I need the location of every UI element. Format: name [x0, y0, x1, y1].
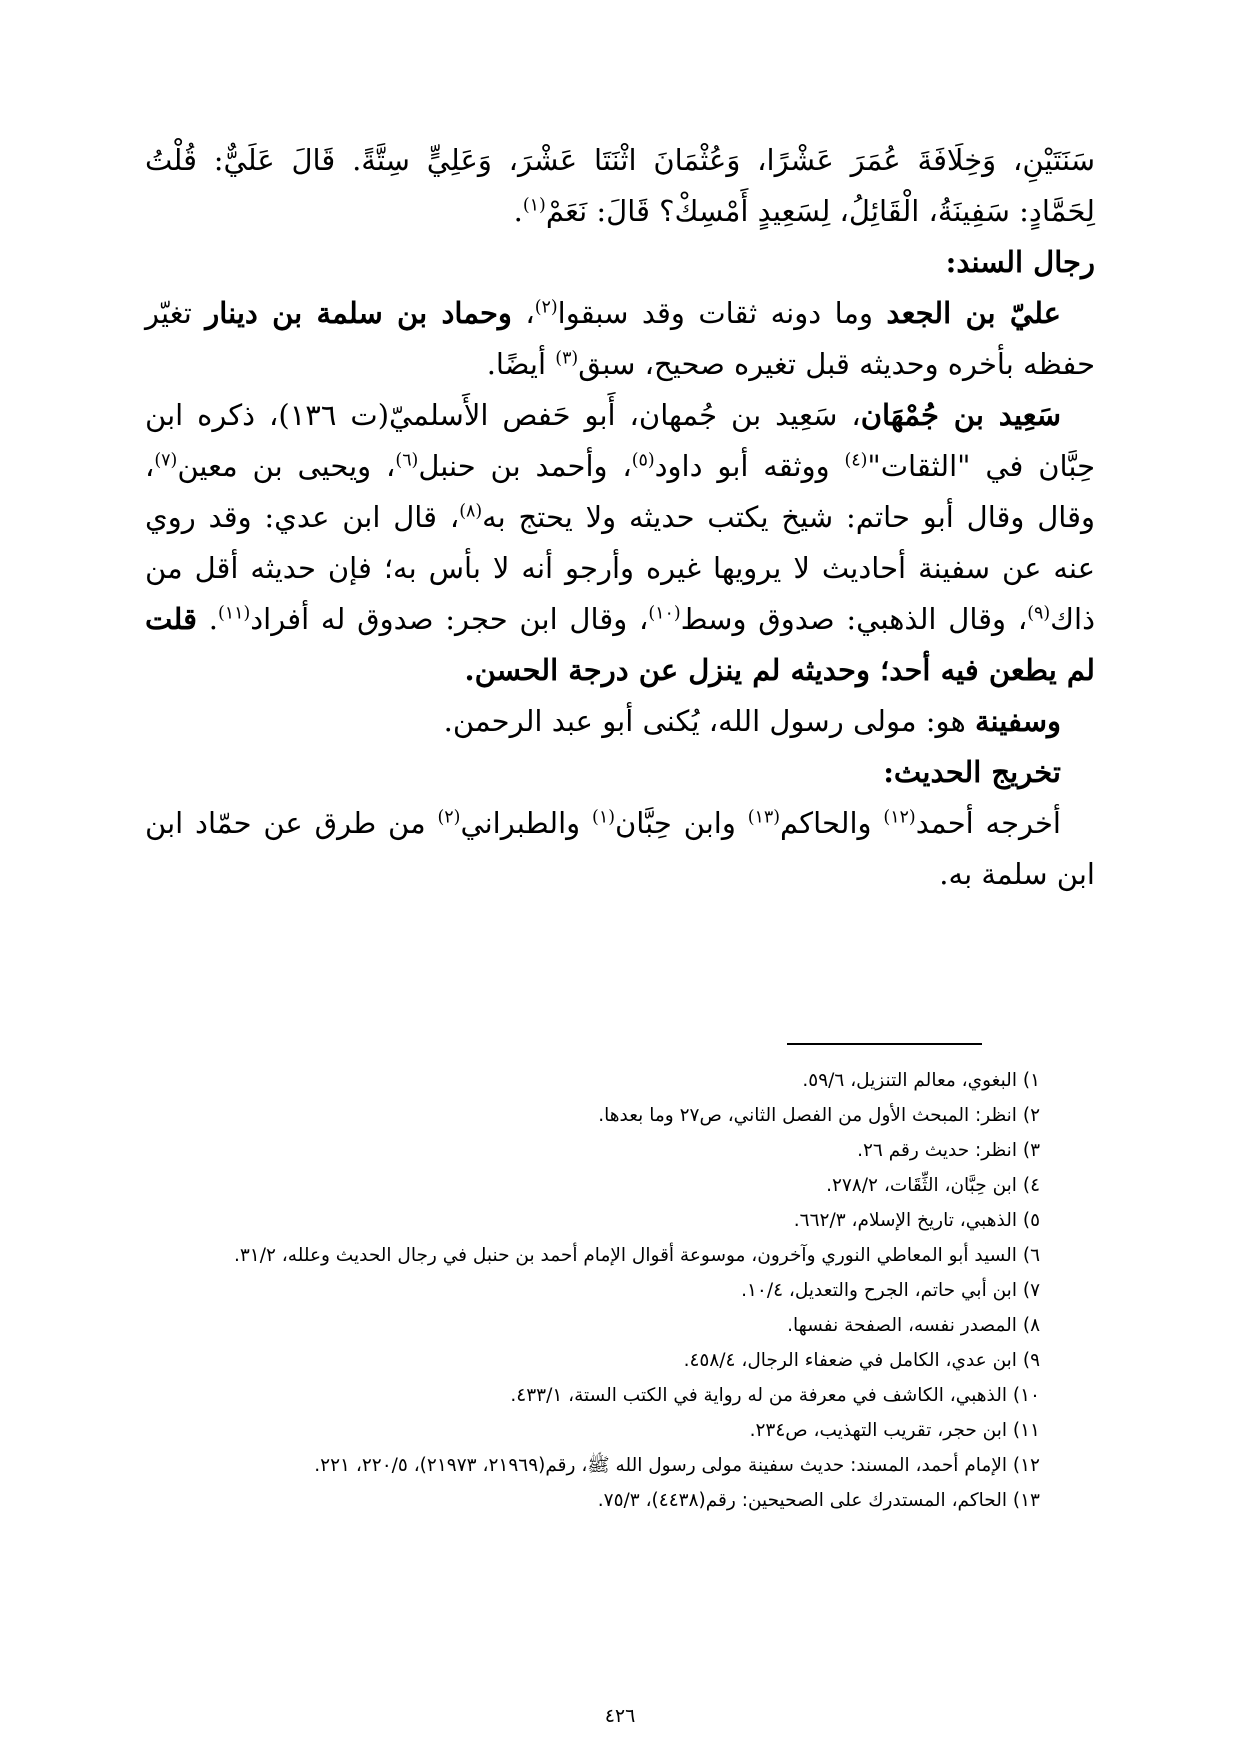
footnote-item: ١٣) الحاكم، المستدرك على الصحيحين: رقم(٤٤٣٨)، ٧٥/٣.	[597, 1490, 1040, 1511]
paragraph-5: أخرجه أحمد$^{(١٢)}$ والحاكم$^{(١٣)}$ وابن حِبَّان$^{(١)}$ والطبراني$^{(٢)}$ من طرق عن حمّاد ابن ابن سلمة به.	[145, 806, 1095, 891]
footnote-ref[interactable]: (٢)	[534, 297, 558, 318]
author-conclusion: قلت لم يطعن فيه أحد؛ وحديثه لم ينزل عن درجة الحسن.	[145, 602, 1095, 687]
paragraph-2: عليّ بن الجعد وما دونه ثقات وقد سبقوا$^{(٢)}$، وحماد بن سلمة بن دينار تغيّر حفظه بأخره وحديثه قبل تغيره صحيح، سبق$^{(٣)}$ أيضًا.	[145, 296, 1095, 381]
footnote-ref[interactable]: (٩)	[1027, 603, 1051, 624]
heading-hadith-sources: تخريج الحديث:	[883, 755, 1061, 789]
paragraph-4: وسفينة هو: مولى رسول الله، يُكنى أبو عبد الرحمن.	[443, 704, 1061, 738]
footnote-item: ٦) السيد أبو المعاطي النوري وآخرون، موسوعة أقوال الإمام أحمد بن حنبل في رجال الحديث وعلله، ٣١/٢.	[233, 1245, 1040, 1266]
footnote-item: ٩) ابن عدي، الكامل في ضعفاء الرجال، ٤٥٨/٤.	[683, 1350, 1040, 1371]
footnote-ref[interactable]: (١)	[522, 195, 546, 216]
footnote-item: ٧) ابن أبي حاتم، الجرح والتعديل، ١٠/٤.	[741, 1280, 1040, 1301]
footnote-item: ١١) ابن حجر، تقريب التهذيب، ص٢٣٤.	[749, 1420, 1040, 1441]
footnotes	[90, 1063, 1040, 1518]
footnote-ref[interactable]: (١٣)	[747, 807, 780, 828]
footnote-separator	[787, 1043, 982, 1045]
footnote-item: ٢) انظر: المبحث الأول من الفصل الثاني، ص٢٧ وما بعدها.	[598, 1105, 1040, 1126]
footnote-item: ٣) انظر: حديث رقم ٢٦.	[857, 1140, 1040, 1161]
footnote-ref[interactable]: (٦)	[395, 450, 419, 471]
narrator-name: عليّ بن الجعد	[886, 296, 1061, 330]
page-number: ٤٢٦	[604, 1705, 636, 1727]
paragraph-3: سَعِيد بن جُمْهَان، سَعِيد بن جُمهان، أَبو حَفص الأَسلميّ(ت ١٣٦)، ذكره ابن حِبَّان في "الثقات"$^{(٤)}$ ووثقه أبو داود$^{(٥)}$، وأحمد بن حنبل$^{(٦)}$، ويحيى بن معين$^{(٧)}$، وقال وقال أبو حاتم: شيخ يكتب حديثه ولا يحتج به$^{(٨)}$، قال ابن عدي: وقد روي عنه عن سفينة أحاديث لا يرويها غيره وأرجو أنه لا بأس به؛ فإن حديثه أقل من ذاك$^{(٩)}$، وقال الذهبي: صدوق وسط$^{(١٠)}$، وقال ابن حجر: صدوق له أفراد$^{(١١)}$. قلت لم يطعن فيه أحد؛ وحديثه لم ينزل عن درجة الحسن.	[145, 398, 1096, 687]
main-text	[145, 135, 1095, 900]
footnote-item: ٨) المصدر نفسه، الصفحة نفسها.	[787, 1315, 1040, 1336]
footnote-ref[interactable]: (٣)	[555, 348, 579, 369]
footnote-ref[interactable]: (١١)	[217, 603, 251, 624]
narrator-name: وسفينة	[974, 704, 1061, 738]
footnote-item: ١) البغوي، معالم التنزيل، ٥٩/٦.	[802, 1070, 1040, 1091]
heading-chain-narrators: رجال السند:	[945, 245, 1095, 279]
footnote-item: ٥) الذهبي، تاريخ الإسلام، ٦٦٢/٣.	[793, 1210, 1040, 1231]
footnote-item: ١٠) الذهبي، الكاشف في معرفة من له رواية في الكتب الستة، ٤٣٣/١.	[510, 1385, 1040, 1406]
footnote-item: ٤) ابن حِبَّان، الثِّقَات، ٢٧٨/٢.	[826, 1175, 1040, 1196]
footnote-ref[interactable]: (١٠)	[648, 603, 681, 624]
footnote-ref[interactable]: (١)	[592, 807, 615, 828]
footnote-ref[interactable]: (٧)	[154, 450, 178, 471]
narrator-name: وحماد بن سلمة بن دينار	[205, 296, 512, 330]
footnote-ref[interactable]: (٤)	[844, 450, 868, 471]
footnote-ref[interactable]: (٨)	[459, 501, 483, 522]
paragraph-1: سَنَتَيْنِ، وَخِلَافَةَ عُمَرَ عَشْرًا، وَعُثْمَانَ اثْنَتَا عَشْرَ، وَعَلِيٍّ سِتَّةً. قَالَ عَلَيٌّ: قُلْتُ لِحَمَّادٍ: سَفِينَةُ، الْقَائِلُ، لِسَعِيدٍ أَمْسِكْ؟ قَالَ: نَعَمْ$^{(١)}$.	[145, 143, 1095, 228]
narrator-name: سَعِيد بن جُمْهَان	[860, 398, 1061, 432]
footnote-ref[interactable]: (٢)	[437, 807, 461, 828]
footnote-ref[interactable]: (١٢)	[883, 807, 916, 828]
footnote-item: ١٢) الإمام أحمد، المسند: حديث سفينة مولى رسول الله ﷺ، رقم(٢١٩٦٩، ٢١٩٧٣)، ٢٢٠/٥، ٢٢١.	[314, 1455, 1040, 1476]
footnote-ref[interactable]: (٥)	[631, 450, 655, 471]
